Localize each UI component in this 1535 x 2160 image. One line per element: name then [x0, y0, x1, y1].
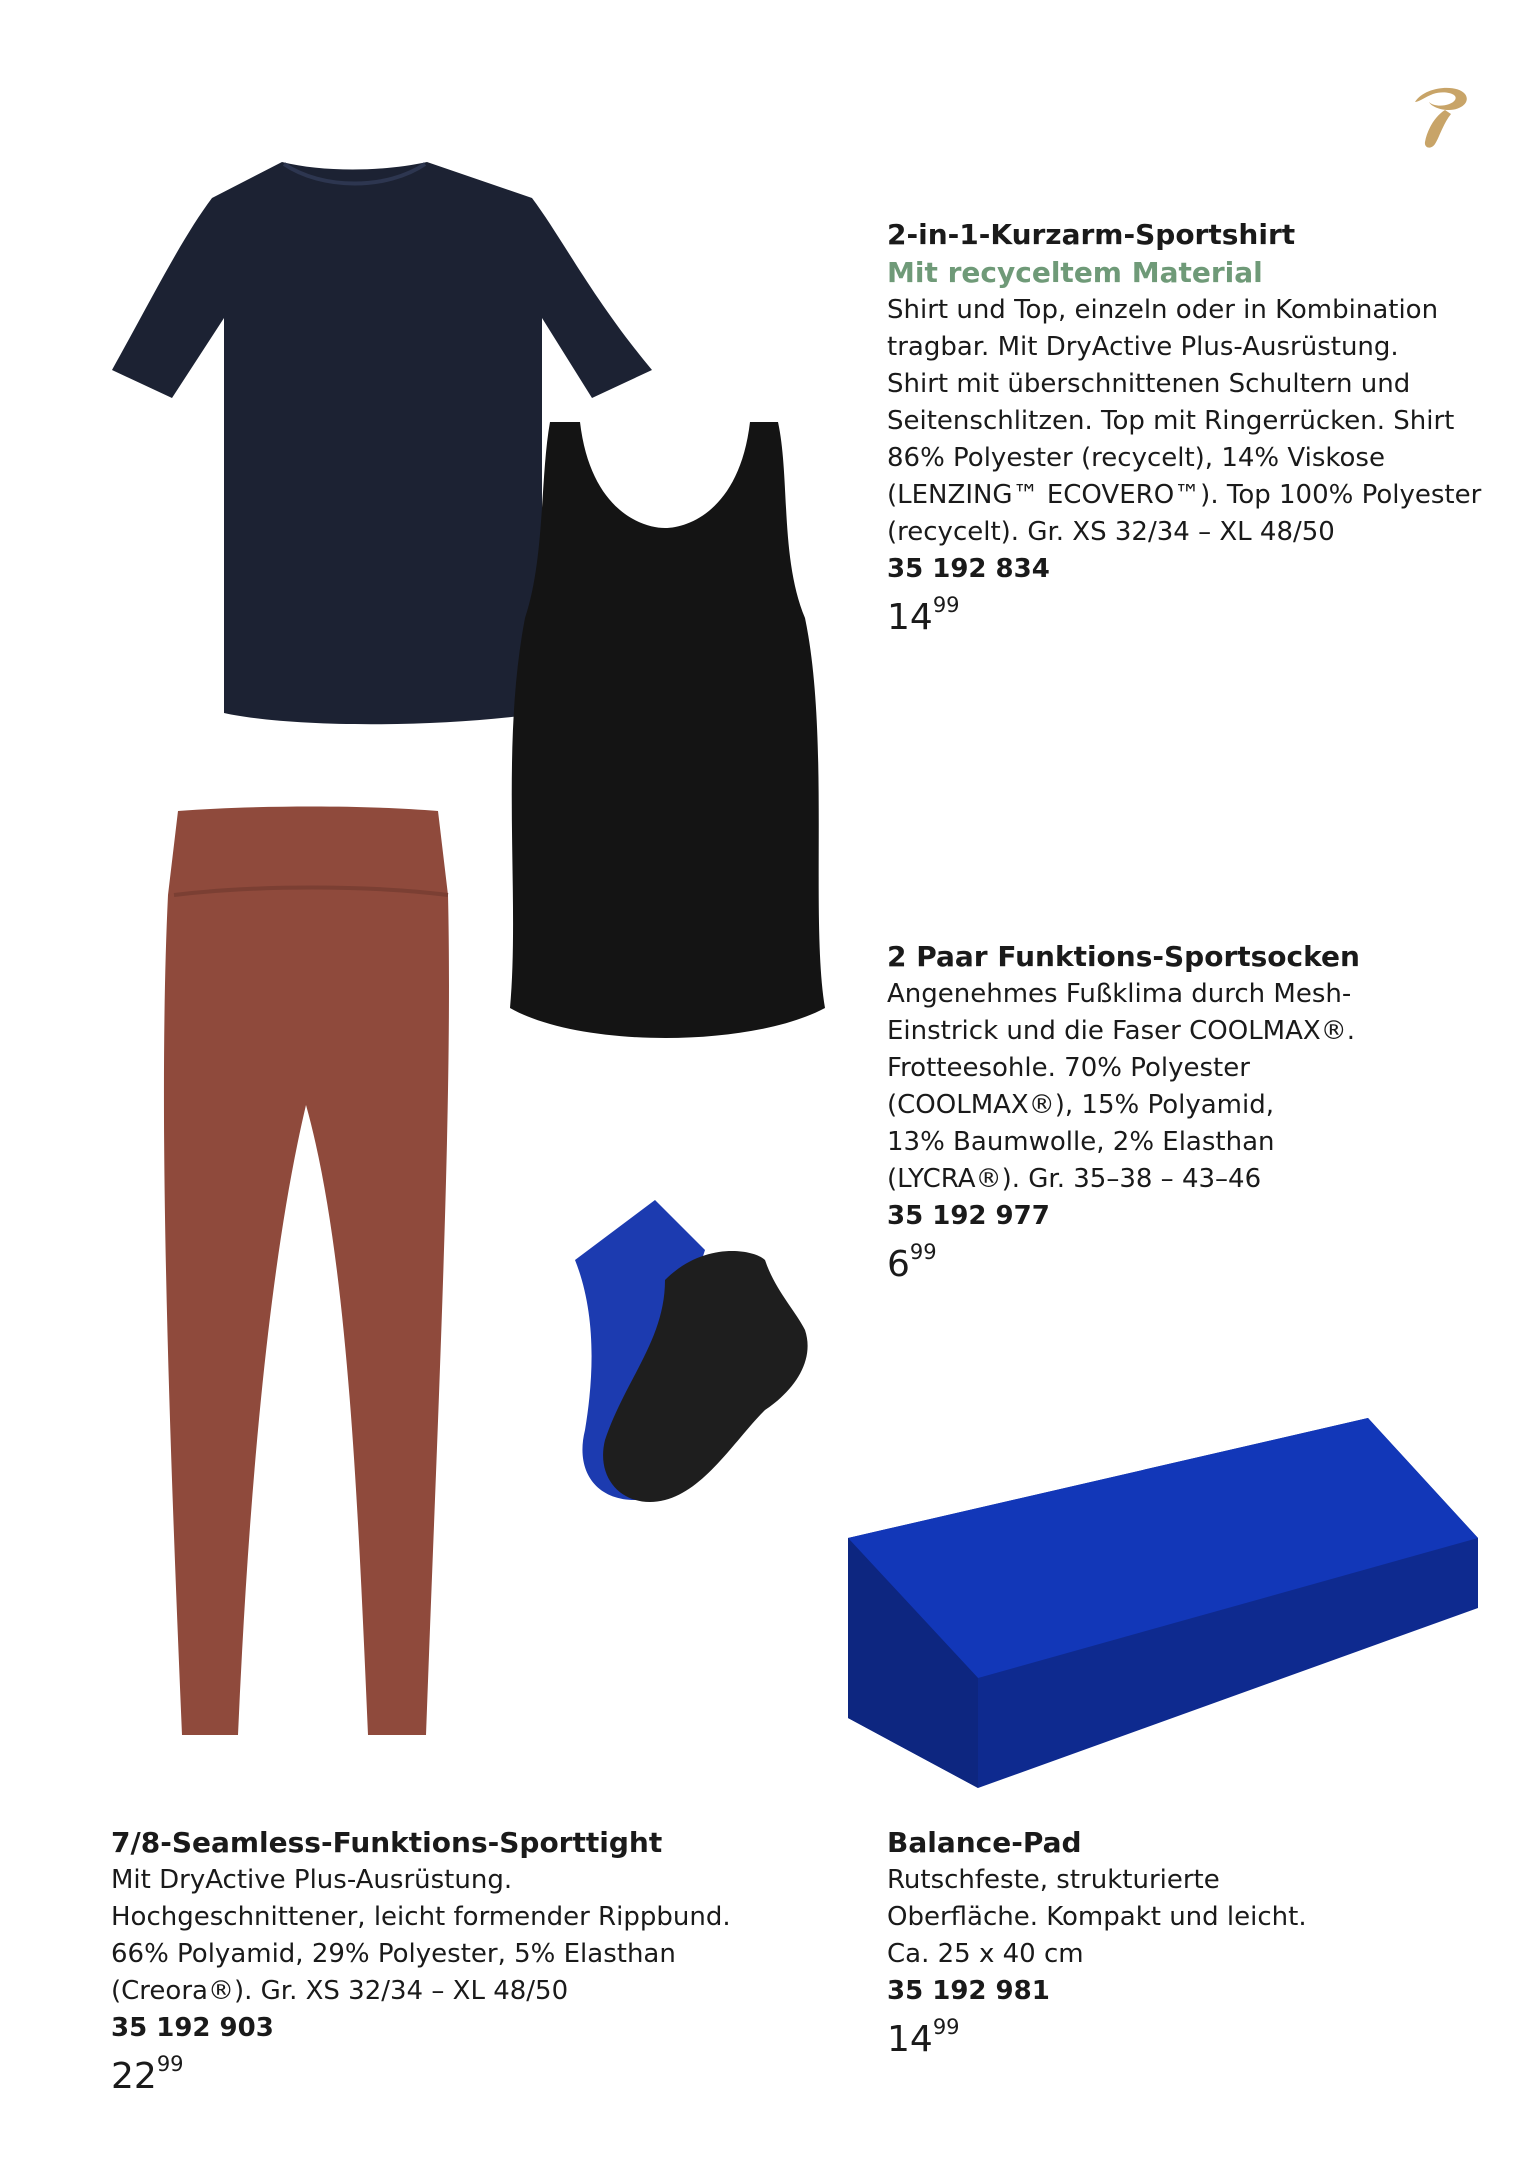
product-description: Mit DryActive Plus-Ausrüstung. Hochgeschnittener, leicht formender Rippbund. 66% Polyamid, 29% Polyester, 5% Elasthan (Creora®). Gr. XS 32/34 – XL 48/50 — [111, 1865, 731, 2006]
tchibo-logo-icon — [1405, 80, 1473, 152]
product-sporttight — [111, 1824, 851, 2097]
article-number: 35 192 903 — [111, 2013, 274, 2043]
product-title: Balance-Pad — [887, 1826, 1082, 1859]
price — [887, 1240, 1507, 1285]
product-title: 2-in-1-Kurzarm-Sportshirt — [887, 218, 1296, 251]
product-title: 2 Paar Funktions-Sportsocken — [887, 940, 1360, 973]
tank-top-image — [500, 418, 830, 1048]
article-number: 35 192 834 — [887, 554, 1050, 584]
leggings-image — [138, 805, 458, 1745]
price — [887, 593, 1507, 638]
product-sportsocken — [887, 938, 1507, 1285]
article-number: 35 192 981 — [887, 1976, 1050, 2006]
product-description: Rutschfeste, strukturierte Oberfläche. Kompakt und leicht. Ca. 25 x 40 cm — [887, 1865, 1307, 1969]
price-main: 14 — [887, 2019, 933, 2060]
product-sportshirt — [887, 216, 1507, 638]
product-subtitle: Mit recyceltem Material — [887, 256, 1263, 289]
price-main: 6 — [887, 1244, 910, 1285]
price — [111, 2052, 851, 2097]
price-cents: 99 — [909, 1240, 937, 1264]
price-cents: 99 — [932, 593, 960, 617]
product-description: Shirt und Top, einzeln oder in Kombination tragbar. Mit DryActive Plus-Ausrüstung. Shirt mit überschnittenen Schultern und Seitenschlitzen. Top mit Ringerrücken. Shirt 86% Polyester (recycelt), 14% Viskose (LENZING™ ECOVERO™). Top 100% Polyester (recycelt). Gr. XS 32/34 – XL 48/50 — [887, 295, 1482, 547]
price-main: 22 — [111, 2056, 157, 2097]
product-title: 7/8-Seamless-Funktions-Sporttight — [111, 1826, 663, 1859]
balance-pad-image — [828, 1418, 1488, 1798]
price-cents: 99 — [156, 2052, 184, 2076]
price-cents: 99 — [932, 2015, 960, 2039]
socks-image — [565, 1200, 825, 1520]
price — [887, 2015, 1507, 2060]
article-number: 35 192 977 — [887, 1201, 1050, 1231]
product-balance-pad — [887, 1824, 1507, 2060]
product-description: Angenehmes Fußklima durch Mesh- Einstrick und die Faser COOLMAX®. Frotteesohle. 70% Polyester (COOLMAX®), 15% Polyamid, 13% Baumwolle, 2% Elasthan (LYCRA®). Gr. 35–38 – 43–46 — [887, 979, 1355, 1194]
price-main: 14 — [887, 597, 933, 638]
